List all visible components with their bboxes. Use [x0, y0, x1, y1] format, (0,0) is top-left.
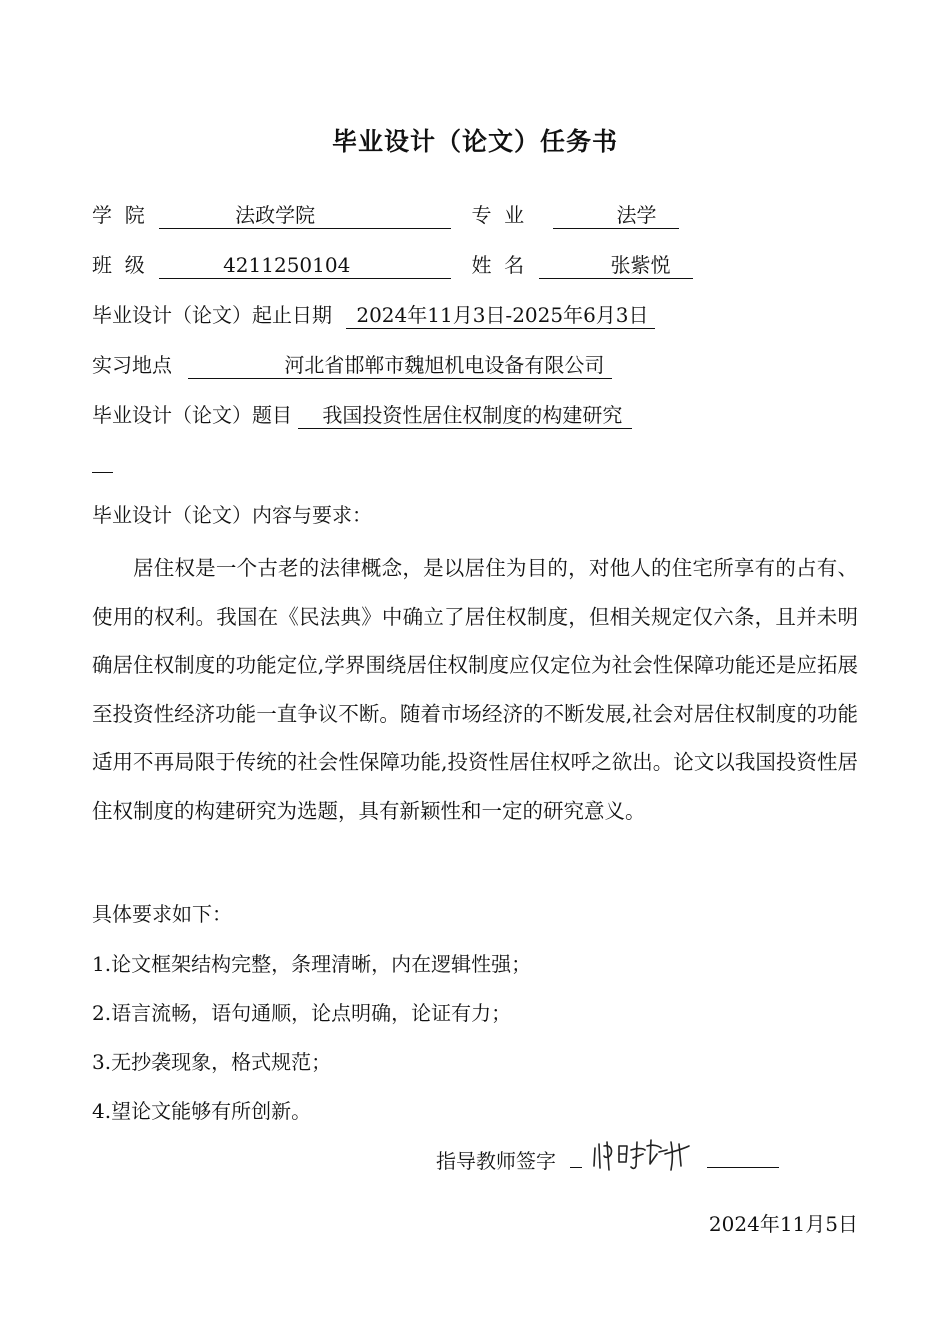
requirement-item: 4.望论文能够有所创新。 — [92, 1099, 312, 1123]
requirement-item: 3.无抄袭现象，格式规范； — [92, 1050, 332, 1074]
location-row — [92, 351, 612, 379]
topic-value-field — [298, 402, 632, 429]
name-value: 张紫悦 — [610, 253, 671, 277]
class-value: 4211250104 — [223, 253, 351, 277]
major-label: 专 业 — [471, 203, 525, 227]
name-label: 姓 名 — [471, 253, 525, 277]
college-value-field — [159, 202, 451, 229]
topic-row — [92, 401, 632, 429]
college-label: 学 院 — [92, 203, 145, 227]
dates-value-field — [346, 302, 654, 329]
class-label: 班 级 — [92, 253, 145, 277]
dates-label: 毕业设计（论文）起止日期 — [92, 303, 332, 327]
college-major-row — [92, 201, 679, 229]
signature-blank-left — [570, 1167, 582, 1168]
underline-continuation — [92, 472, 113, 473]
document-title: 毕业设计（论文）任务书 — [331, 127, 618, 156]
location-label: 实习地点 — [92, 353, 172, 377]
topic-value: 我国投资性居住权制度的构建研究 — [322, 403, 623, 427]
topic-label: 毕业设计（论文）题目 — [92, 403, 292, 427]
dates-value: 2024年11月3日-2025年6月3日 — [356, 303, 649, 327]
location-value: 河北省邯郸市魏旭机电设备有限公司 — [284, 353, 605, 377]
signature-blank-right — [707, 1167, 779, 1168]
signature-date: 2024年11月5日 — [708, 1212, 858, 1236]
dates-row — [92, 301, 655, 329]
major-value: 法学 — [616, 203, 657, 227]
major-value-field — [553, 202, 679, 229]
content-heading: 毕业设计（论文）内容与要求： — [92, 503, 372, 527]
class-name-row — [92, 251, 693, 279]
supervisor-signature-row — [436, 1136, 779, 1184]
requirements-heading: 具体要求如下： — [92, 902, 232, 926]
content-paragraph: 居住权是一个古老的法律概念，是以居住为目的，对他人的住宅所享有的占有、使用的权利。我国在《民法典》中确立了居住权制度，但相关规定仅六条，且并未明确居住权制度的功能定位,学界围绕居住权制度应仅定位为社会性保障功能还是应拓展至投资性经济功能一直争议不断。随着市场经济的不断发展,社会对居住权制度的功能适用不再局限于传统的社会性保障功能,投资性居住权呼之欲出。论文以我国投资性居住权制度的构建研究为选题，具有新颖性和一定的研究意义。 — [92, 556, 858, 823]
requirement-item: 1.论文框架结构完整，条理清晰，内在逻辑性强； — [92, 952, 532, 976]
handwritten-signature — [589, 1136, 693, 1184]
name-value-field — [539, 252, 693, 279]
class-value-field — [159, 252, 451, 279]
college-value: 法政学院 — [235, 203, 316, 227]
supervisor-signature-label: 指导教师签字 — [436, 1149, 556, 1173]
location-value-field — [188, 352, 612, 379]
requirement-item: 2.语言流畅，语句通顺，论点明确，论证有力； — [92, 1001, 512, 1025]
handwritten-signature-graphic — [589, 1136, 693, 1176]
